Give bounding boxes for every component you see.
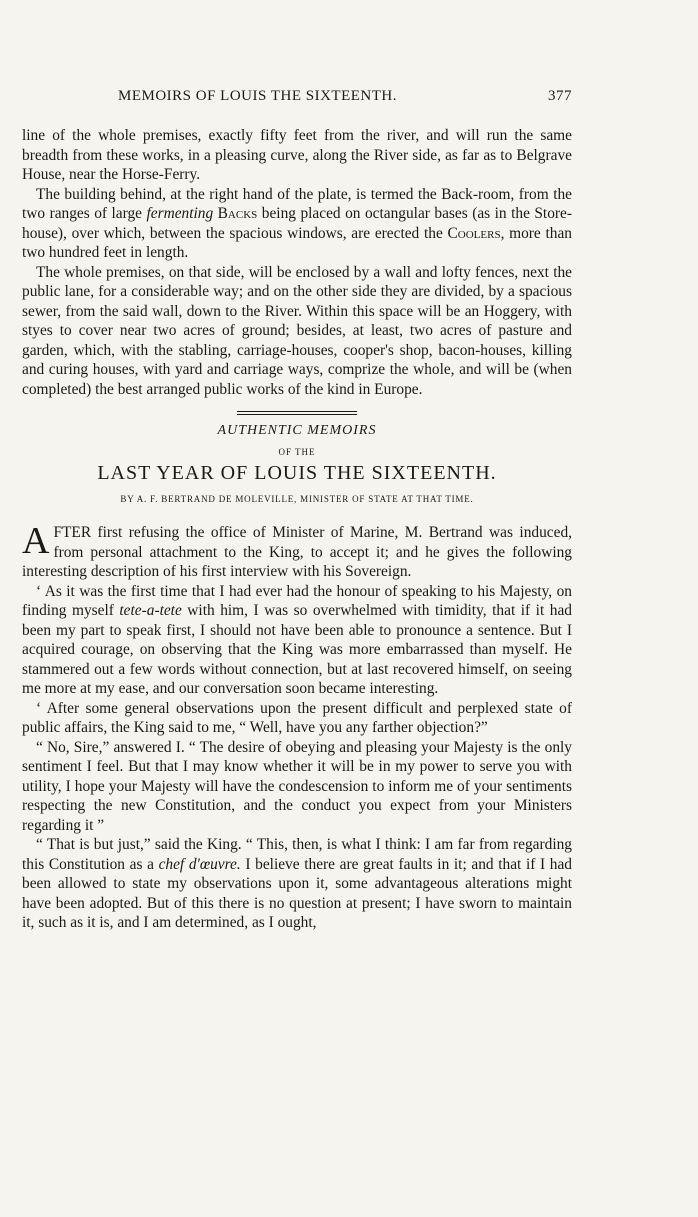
paragraph-no-sire: “ No, Sire,” answered I. “ The desire of obeying and pleasing your Majesty is the only sentiment I feel. But that I may know whether it will be in my power to serve you with utility, I hope your Majesty will have the condescension to inform me of your sentiments respecting the new Constitution, and the conduct you expect from your Ministers regarding it ”	[22, 738, 572, 834]
text-run: The building behind, at the right hand of the plate, is termed the Back-room, from the two ranges of large	[22, 185, 572, 222]
text-run: being placed on octangular bases (as in the Store-house), over which, between the spacious windows, are erected the	[22, 205, 572, 242]
paragraph-back-room	[22, 185, 572, 263]
text-run: , more than two hundred feet in length.	[22, 224, 572, 261]
italic-run: tete-a-tete	[119, 602, 182, 619]
text-run: ‘ As it was the first time that I had ever had the honour of speaking to his Majesty, on finding myself	[22, 582, 572, 619]
divider-rule	[237, 411, 357, 412]
text-run: FTER first refusing the office of Minister of Marine, M. Bertrand was induced, from personal attachment to the King, to accept it; and he gives the following interesting description of his first interview with his Sovereign.	[22, 524, 572, 580]
paragraph-continued: line of the whole premises, exactly fifty feet from the river, and will run the same breadth from these works, in a pleasing curve, along the River side, as far as to Belgrave House, near the Horse-Ferry.	[22, 127, 572, 183]
article-byline: BY A. F. BERTRAND DE MOLEVILLE, MINISTER OF STATE AT THAT TIME.	[120, 493, 474, 504]
running-head	[0, 88, 698, 112]
paragraph-observations: ‘ After some general observations upon the present difficult and perplexed state of public affairs, the King said to me, “ Well, have you any farther objection?”	[22, 699, 572, 736]
text-run: I believe there are great faults in it; and that if I had been allowed to state my observations upon it, some advantageous alterations might have been adopted. But of this there is no question at present; I have sworn to maintain it, such as it is, and I am determined, as I ought,	[22, 855, 572, 931]
paragraph-opening	[22, 520, 572, 582]
italic-run: fermenting	[146, 205, 214, 222]
italic-run: chef d'œuvre.	[158, 855, 241, 873]
text-run: with him, I was so overwhelmed with timidity, that if it had been my part to speak first, I should not have been able to pronounce a sentence. But I acquired courage, on observing that the King was more embarrassed than myself. He stammered out a few words without connection, but at last recovered himself, on seeing me more at my ease, and our conversation soon became interesting.	[22, 602, 572, 697]
article-heading-of: OF THE	[278, 446, 316, 457]
running-title: MEMOIRS OF LOUIS THE SIXTEENTH.	[118, 88, 397, 104]
paragraph-premises: The whole premises, on that side, will be enclosed by a wall and lofty fences, next the public lane, for a considerable way; and on the other side they are divided, by a spacious sewer, from the said wall, down to the River. Within this space will be an Hoggery, with styes to cover near two acres of ground; besides, at least, two acres of pasture and garden, which, with the stabling, carriage-houses, cooper's shop, bacon-houses, killing and curing houses, with yard and carriage ways, comprize the whole, and will be (when completed) the best arranged public works of the kind in Europe.	[22, 263, 572, 398]
text-run: “ That is but just,” said the King. “ This, then, is what I think: I am far from regarding this Constitution as a	[22, 836, 572, 873]
small-caps-run: Coolers	[447, 224, 501, 242]
section-divider	[22, 411, 572, 415]
small-caps-run: Backs	[217, 205, 258, 222]
article-heading-italic: AUTHENTIC MEMOIRS	[217, 423, 377, 438]
page-number: 377	[548, 88, 572, 104]
paragraph-honour	[22, 582, 572, 699]
divider-rule	[237, 414, 357, 415]
drop-cap: A	[22, 520, 50, 562]
article-title: LAST YEAR OF LOUIS THE SIXTEENTH.	[97, 462, 497, 484]
paragraph-just	[22, 835, 572, 933]
page-body	[22, 126, 572, 933]
